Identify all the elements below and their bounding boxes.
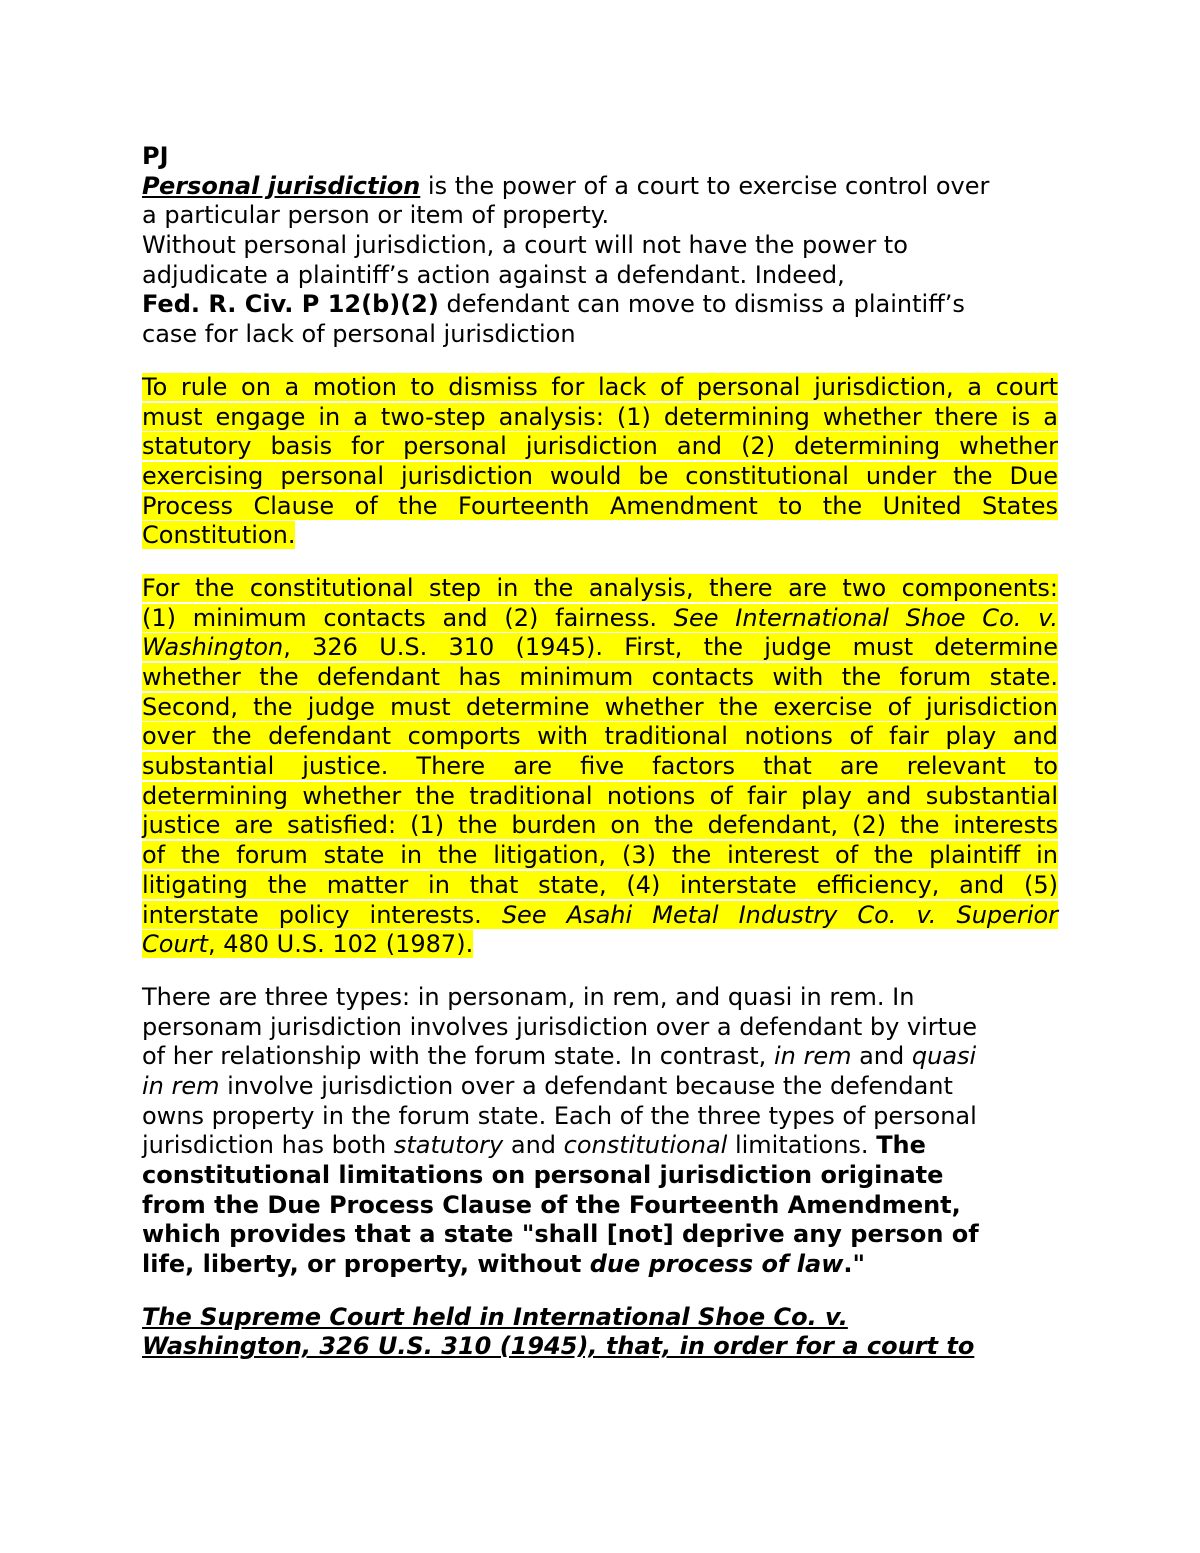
- constitutional-line: determining whether the traditional notions of fair play and substantial: [142, 781, 1058, 810]
- intro-line: adjudicate a plaintiff’s action against a defendant. Indeed,: [142, 260, 845, 289]
- types-line: of her relationship with the forum state. In contrast, in rem and quasi: [142, 1042, 977, 1071]
- intro-line: a particular person or item of property.: [142, 201, 610, 230]
- constitutional-line: of the forum state in the litigation, (3) the interest of the plaintiff in: [142, 841, 1058, 870]
- term-personal-jurisdiction: Personal jurisdiction: [142, 171, 421, 200]
- types-line: jurisdiction has both statutory and constitutional limitations. The: [142, 1131, 926, 1160]
- constitutional-line: litigating the matter in that state, (4) interstate efficiency, and (5): [142, 870, 1058, 899]
- types-line: which provides that a state "shall [not] deprive any person of: [142, 1220, 979, 1249]
- heading: PJ: [142, 142, 169, 170]
- constitutional-line: justice are satisfied: (1) the burden on the defendant, (2) the interests: [142, 811, 1058, 840]
- case-citation: See International Shoe Co. v.: [673, 603, 1059, 632]
- types-line: owns property in the forum state. Each of the three types of personal: [142, 1101, 977, 1130]
- constitutional-line: Court, 480 U.S. 102 (1987).: [142, 930, 474, 959]
- text-run: defendant can move to dismiss a plaintiff’s: [438, 290, 965, 319]
- types-line: constitutional limitations on personal jurisdiction originate: [142, 1161, 944, 1189]
- constitutional-line: Washington, 326 U.S. 310 (1945). First, the judge must determine: [142, 633, 1058, 662]
- holding-line: The Supreme Court held in International Shoe Co. v.: [142, 1302, 848, 1331]
- intro-line: Without personal jurisdiction, a court will not have the power to: [142, 231, 908, 260]
- types-line: life, liberty, or property, without due process of law.": [142, 1250, 866, 1279]
- two-step-line: statutory basis for personal jurisdiction and (2) determining whether: [142, 432, 1058, 461]
- case-citation: Court: [142, 930, 208, 959]
- case-citation: Washington: [142, 633, 284, 662]
- two-step-line: To rule on a motion to dismiss for lack of personal jurisdiction, a court: [142, 372, 1058, 401]
- intro-line: case for lack of personal jurisdiction: [142, 320, 576, 349]
- types-line: There are three types: in personam, in rem, and quasi in rem. In: [142, 982, 915, 1011]
- constitutional-paragraph: [142, 574, 1058, 960]
- types-line: in rem involve jurisdiction over a defendant because the defendant: [142, 1071, 953, 1100]
- holding-paragraph: [142, 1303, 1058, 1362]
- intro-line: [142, 290, 1058, 320]
- holding-line: Washington, 326 U.S. 310 (1945), that, in order for a court to: [142, 1332, 975, 1361]
- intro-paragraph: [142, 172, 1058, 350]
- constitutional-line: over the defendant comports with traditional notions of fair play and: [142, 722, 1058, 751]
- constitutional-line: For the constitutional step in the analysis, there are two components:: [142, 573, 1058, 602]
- rule-reference: Fed. R. Civ. P 12(b)(2): [142, 290, 439, 319]
- two-step-line: must engage in a two-step analysis: (1) determining whether there is a: [142, 402, 1058, 431]
- two-step-line: exercising personal jurisdiction would be constitutional under the Due: [142, 461, 1058, 490]
- types-paragraph: [142, 983, 1058, 1280]
- types-line: from the Due Process Clause of the Fourteenth Amendment,: [142, 1190, 961, 1219]
- constitutional-line: Second, the judge must determine whether the exercise of jurisdiction: [142, 692, 1058, 721]
- constitutional-line: interstate policy interests. See Asahi Metal Industry Co. v. Superior: [142, 900, 1058, 929]
- two-step-line: Constitution.: [142, 521, 296, 550]
- two-step-line: Process Clause of the Fourteenth Amendment to the United States: [142, 491, 1058, 520]
- constitutional-line: whether the defendant has minimum contacts with the forum state.: [142, 663, 1058, 691]
- constitutional-line: substantial justice. There are five factors that are relevant to: [142, 752, 1058, 781]
- intro-line: [142, 172, 1058, 202]
- text-run: is the power of a court to exercise control over: [420, 171, 990, 200]
- types-line: personam jurisdiction involves jurisdiction over a defendant by virtue: [142, 1012, 978, 1041]
- constitutional-line: (1) minimum contacts and (2) fairness. See International Shoe Co. v.: [142, 603, 1059, 632]
- two-step-paragraph: [142, 373, 1058, 551]
- document-body: [142, 142, 1058, 1362]
- case-citation: See Asahi Metal Industry Co. v. Superior: [501, 900, 1058, 929]
